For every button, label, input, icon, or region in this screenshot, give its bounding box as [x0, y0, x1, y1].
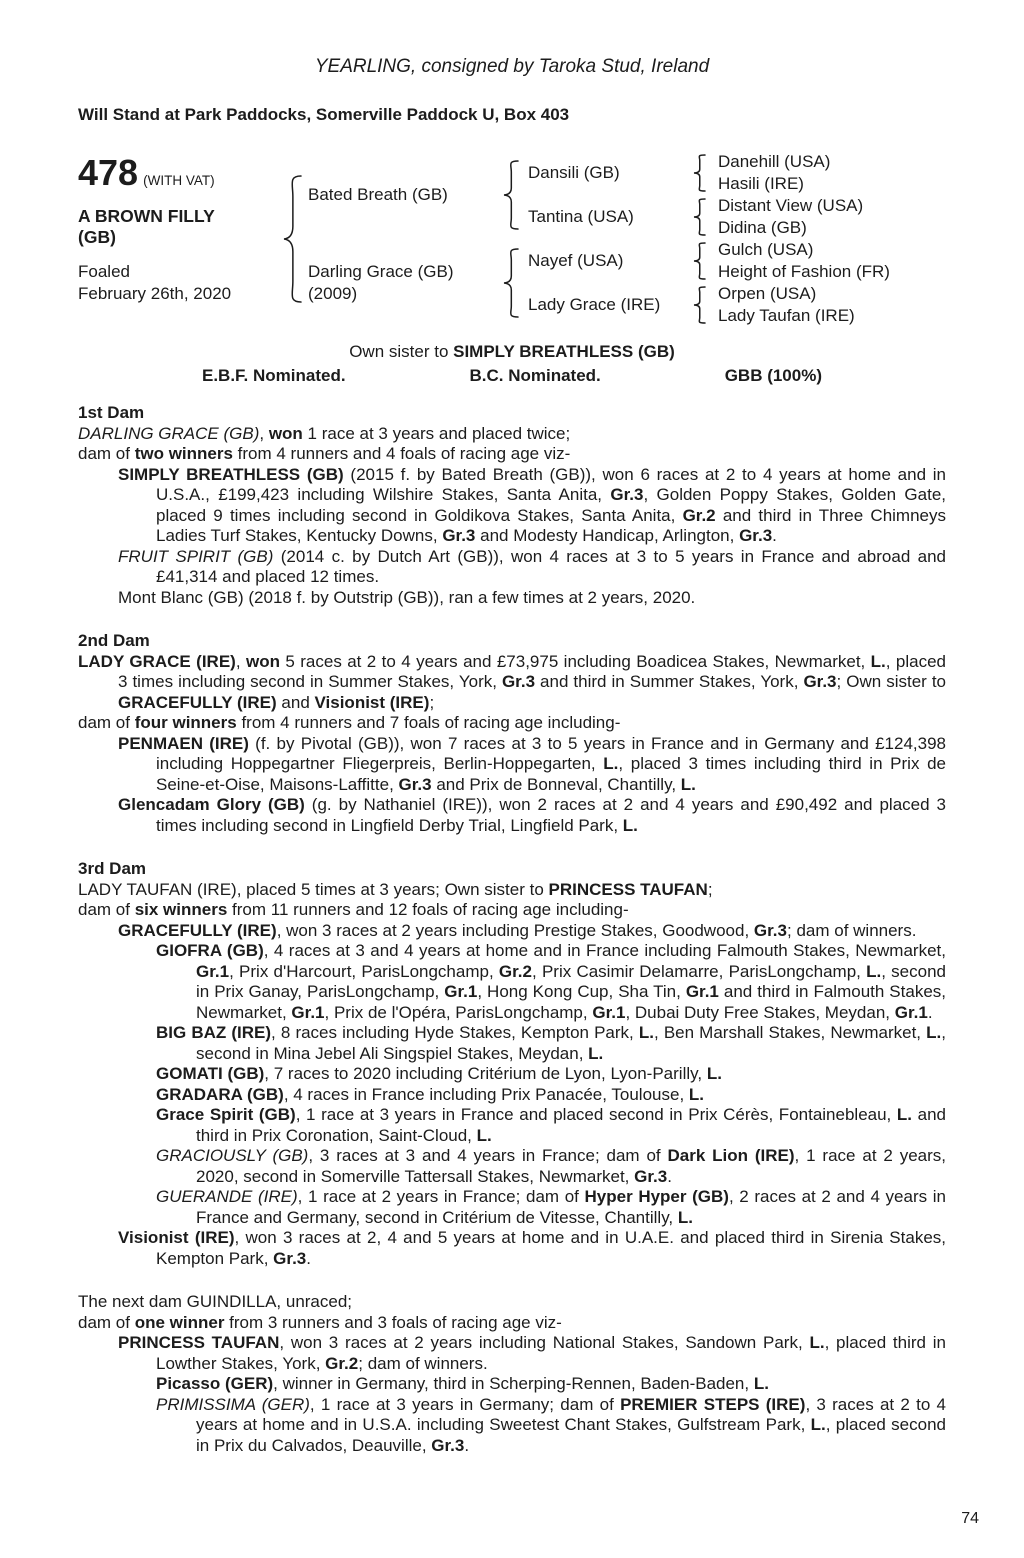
consignor-line: YEARLING, consigned by Taroka Stud, Ireland	[314, 56, 710, 77]
text-run: four winners	[134, 713, 237, 732]
text-run: and	[276, 692, 315, 712]
text-run: L.	[603, 754, 619, 773]
gg-sire-dam-dam: Didina (GB)	[718, 218, 807, 237]
text-run: , 1 race at 2 years, 2020, second in Somerville Tattersall Stakes, Newmarket,	[196, 1146, 946, 1186]
text-run: SIMPLY BREATHLESS (GB)	[453, 342, 675, 361]
text-run: BIG BAZ (IRE)	[156, 1023, 272, 1042]
catalogue-paragraph	[78, 880, 946, 901]
text-run: LADY TAUFAN (IRE), placed 5 times at 3 years; Own sister to	[78, 879, 549, 899]
text-run: and Modesty Handicap, Arlington,	[475, 526, 740, 545]
dam-name-text: Darling Grace (GB)	[308, 262, 454, 281]
text-run: PRINCESS TAUFAN	[548, 879, 708, 899]
catalogue-paragraph	[78, 652, 946, 714]
text-run: and Prix de Bonneval, Chantilly,	[431, 774, 681, 794]
sire-sire-name: Dansili (GB)	[528, 163, 620, 182]
catalogue-paragraph	[78, 547, 946, 588]
catalogue-paragraph	[78, 1023, 946, 1064]
text-run: ,	[259, 423, 269, 443]
text-run: SIMPLY BREATHLESS (GB)	[118, 464, 344, 484]
text-run: won	[245, 651, 280, 671]
text-run: .	[927, 1002, 933, 1022]
lot-info-block	[78, 151, 283, 327]
page-number: 74	[961, 1510, 979, 1527]
vat-note: (WITH VAT)	[143, 173, 215, 188]
lot-description-line2: (GB)	[78, 227, 116, 247]
lot-description-line1: A BROWN FILLY	[78, 206, 215, 226]
text-run: dam of	[78, 1312, 135, 1332]
pedigree-chart	[78, 151, 946, 327]
catalogue-paragraph	[78, 941, 946, 1023]
text-run: from 4 runners and 7 foals of racing age including-	[236, 713, 621, 732]
text-run: .	[667, 1166, 672, 1186]
text-run: Gr.3	[610, 485, 644, 504]
catalogue-paragraph	[78, 424, 946, 445]
pedigree-brace-ds	[693, 239, 718, 283]
text-run: , Golden Poppy Stakes, Golden Gate, placed 9 times including second in Goldikova Stakes, Santa Anita,	[156, 485, 946, 525]
catalogue-paragraph	[78, 900, 946, 921]
text-run: Glencadam Glory (GB)	[118, 795, 305, 814]
text-run: , placed second in Prix du Calvados, Deauville,	[196, 1415, 946, 1455]
text-run: Gr.3	[442, 526, 476, 545]
catalogue-paragraph	[78, 795, 946, 836]
text-run: , 4 races at 3 and 4 years at home and in France including Falmouth Stakes, Newmarket,	[263, 941, 946, 960]
text-run: Gr.1	[685, 982, 719, 1001]
text-run: PRIMISSIMA (GER)	[156, 1394, 310, 1414]
text-run: , Prix Casimir Delamarre, ParisLongchamp,	[532, 961, 867, 981]
catalogue-paragraph	[78, 1292, 946, 1313]
text-run: GOMATI (GB)	[156, 1064, 265, 1083]
dam-dam-name: Lady Grace (IRE)	[528, 295, 661, 314]
text-run: Gr.1	[444, 982, 478, 1001]
sire-dam-name: Tantina (USA)	[528, 207, 634, 226]
text-run: Gr.3	[501, 672, 536, 691]
bc-nominated: B.C. Nominated.	[469, 366, 601, 385]
text-run: one winner	[134, 1312, 225, 1332]
text-run: GRACEFULLY (IRE)	[118, 692, 277, 712]
text-run: , won 3 races at 2 years including Prestige Stakes, Goodwood,	[276, 920, 754, 940]
text-run: L.	[753, 1374, 769, 1393]
text-run: Gr.3	[431, 1435, 465, 1455]
lot-number-row	[78, 152, 283, 193]
catalogue-paragraph	[78, 1105, 946, 1146]
text-run: , 3 races at 2 to 4 years at home and in U.S.A. including Sweetest Chant Stakes, Gulfstream Park,	[196, 1394, 946, 1434]
text-run: , 3 races at 3 and 4 years in France; dam of	[308, 1146, 668, 1165]
text-run: L.	[588, 1043, 604, 1063]
text-run: , Ben Marshall Stakes, Newmarket,	[653, 1023, 927, 1042]
text-run: , Hong Kong Cup, Sha Tin,	[477, 982, 686, 1001]
dam-year: (2009)	[308, 284, 358, 303]
text-run: and third in Summer Stakes, York,	[535, 672, 804, 691]
text-run: .	[464, 1435, 470, 1455]
text-run: Mont Blanc (GB) (2018 f. by Outstrip (GB)), ran a few times at 2 years, 2020.	[118, 587, 696, 607]
text-run: 5 races at 2 to 4 years and £73,975 including Boadicea Stakes, Newmarket,	[279, 651, 871, 671]
text-run: L.	[809, 1333, 825, 1352]
text-run: Gr.3	[803, 672, 837, 691]
catalogue-paragraph	[78, 1085, 946, 1106]
pedigree-section	[78, 1292, 946, 1456]
catalogue-paragraph	[78, 1228, 946, 1269]
text-run: six winners	[134, 900, 228, 919]
text-run: ,	[235, 651, 246, 671]
foaled-label: Foaled	[78, 262, 130, 281]
text-run: 1 race at 3 years and placed twice;	[302, 423, 571, 443]
text-run: FRUIT SPIRIT (GB)	[118, 546, 274, 566]
catalogue-paragraph	[78, 921, 946, 942]
pedigree-brace-sd	[693, 195, 718, 239]
dam-sire-name: Nayef (USA)	[528, 251, 624, 270]
text-run: , 4 races in France including Prix Panacée, Toulouse,	[283, 1084, 689, 1104]
text-run: L.	[810, 1415, 826, 1434]
catalogue-paragraph	[78, 1064, 946, 1085]
text-run: Gr.1	[592, 1002, 626, 1022]
text-run: , Prix d'Harcourt, ParisLongchamp,	[229, 961, 499, 981]
pedigree-brace-dd	[693, 283, 718, 327]
text-run: Visionist (IRE)	[118, 1228, 235, 1247]
text-run: and third in Falmouth Stakes, Newmarket,	[196, 982, 946, 1022]
text-run: L.	[688, 1084, 704, 1104]
ebf-nominated: E.B.F. Nominated.	[202, 366, 346, 385]
text-run: PENMAEN (IRE)	[118, 733, 249, 753]
text-run: , 8 races including Hyde Stakes, Kempton Park,	[271, 1023, 639, 1042]
text-run: , won 3 races at 2, 4 and 5 years at home and in U.A.E. and placed third in Sirenia Stakes, Kempton Park,	[156, 1228, 946, 1268]
text-run: , placed third in Lowther Stakes, York,	[156, 1333, 946, 1373]
text-run: , second in Mina Jebel Ali Singspiel Stakes, Meydan,	[196, 1023, 946, 1063]
gg-dam-dam-sire: Orpen (USA)	[718, 284, 817, 303]
text-run: , won 3 races at 2 years including National Stakes, Sandown Park,	[279, 1333, 810, 1352]
text-run: L.	[476, 1125, 492, 1145]
nominations-line	[202, 365, 822, 386]
gbb-note: GBB (100%)	[724, 366, 822, 385]
pedigree-brace-sire-parents	[503, 151, 528, 239]
text-run: GRADARA (GB)	[156, 1084, 284, 1104]
text-run: .	[306, 1248, 311, 1268]
text-run: GUERANDE (IRE)	[156, 1187, 298, 1206]
lot-number: 478	[78, 152, 139, 193]
section-heading: 1st Dam	[78, 403, 145, 422]
catalogue-paragraph	[78, 465, 946, 547]
text-run: (2015 f. by Bated Breath (GB)), won 6 races at 2 to 4 years at home and in U.S.A., £199,423 including Wilshire Stakes, Santa Anita,	[156, 464, 946, 504]
text-run: L.	[622, 815, 638, 835]
text-run: The next dam GUINDILLA, unraced;	[78, 1292, 353, 1311]
gg-sire-dam-sire: Distant View (USA)	[718, 196, 864, 215]
text-run: L.	[706, 1064, 722, 1083]
text-run: GIOFRA (GB)	[156, 941, 264, 960]
text-run: dam of	[78, 713, 135, 732]
text-run: (f. by Pivotal (GB)), won 7 races at 3 to 5 years in France and in Germany and £124,398 including Hoppegartner Fliegerpreis, Berlin-Hoppegarten,	[156, 733, 946, 773]
catalogue-paragraph	[78, 1395, 946, 1457]
dam-name	[308, 239, 503, 327]
text-run: Gr.3	[398, 774, 432, 794]
text-run: L.	[896, 1105, 913, 1124]
gg-dam-sire-sire: Gulch (USA)	[718, 240, 814, 259]
text-run: Gr.2	[682, 505, 716, 525]
sire-name: Bated Breath (GB)	[308, 185, 448, 204]
text-run: ; dam of winners.	[358, 1353, 488, 1373]
pedigree-section	[78, 403, 946, 608]
catalogue-paragraph	[78, 1146, 946, 1187]
text-run: L.	[870, 651, 886, 671]
pedigree-brace-ss	[693, 151, 718, 195]
text-run: L.	[638, 1023, 654, 1042]
text-run: Gr.2	[325, 1353, 359, 1373]
text-run: , placed 3 times including second in Summer Stakes, York,	[118, 651, 947, 691]
text-run: (g. by Nathaniel (IRE)), won 2 races at 2 and 4 years and £90,492 and placed 3 times including second in Lingfield Derby Trial, Lingfield Park,	[156, 795, 946, 835]
text-run: , 1 race at 3 years in Germany; dam of	[309, 1394, 621, 1414]
text-run: L.	[866, 961, 882, 981]
text-run: LADY GRACE (IRE)	[78, 651, 236, 671]
text-run: Gr.3	[273, 1248, 307, 1268]
text-run: , Dubai Duty Free Stakes, Meydan,	[625, 1002, 895, 1022]
text-run: PREMIER STEPS (IRE)	[620, 1394, 806, 1414]
text-run: , 1 race at 3 years in France and placed second in Prix Cérès, Fontainebleau,	[295, 1105, 897, 1124]
text-run: , 2 races at 2 and 4 years in France and Germany, second in Critérium de Vitesse, Chantilly,	[196, 1187, 946, 1227]
text-run: Hyper Hyper (GB)	[584, 1187, 729, 1206]
text-run: Gr.1	[291, 1002, 325, 1022]
text-run: GRACIOUSLY (GB)	[156, 1146, 309, 1165]
gg-sire-sire-dam: Hasili (IRE)	[718, 174, 804, 193]
own-sister-line	[78, 341, 946, 362]
text-run: dam of	[78, 444, 135, 463]
pedigree-section	[78, 859, 946, 1269]
text-run: (2014 c. by Dutch Art (GB)), won 4 races at 3 to 5 years in France and abroad and £41,314 and placed 12 times.	[156, 546, 946, 586]
text-run: GRACEFULLY (IRE)	[118, 920, 277, 940]
stand-location-line: Will Stand at Park Paddocks, Somerville Paddock U, Box 403	[78, 105, 570, 124]
gg-sire-sire-sire: Danehill (USA)	[718, 152, 831, 171]
text-run: .	[772, 526, 777, 545]
pedigree-brace-parents	[283, 151, 308, 327]
text-run: Gr.2	[498, 961, 532, 981]
foaled-date: February 26th, 2020	[78, 284, 232, 303]
text-run: Gr.3	[753, 920, 787, 940]
text-run: Own sister to	[349, 342, 454, 361]
text-run: Visionist (IRE)	[314, 692, 430, 712]
pedigree-section	[78, 631, 946, 836]
gg-dam-dam-dam: Lady Taufan (IRE)	[718, 306, 855, 325]
pedigree-brace-dam-parents	[503, 239, 528, 327]
text-run: ;	[707, 879, 713, 899]
section-heading: 3rd Dam	[78, 859, 147, 878]
text-run: ;	[429, 692, 435, 712]
text-run: , 7 races to 2020 including Critérium de Lyon, Lyon-Parilly,	[264, 1064, 707, 1083]
catalogue-paragraph	[78, 1333, 946, 1374]
text-run: Gr.1	[894, 1002, 928, 1022]
text-run: ; dam of winners.	[787, 920, 917, 940]
catalogue-paragraph	[78, 588, 946, 609]
text-run: from 4 runners and 4 foals of racing age viz-	[232, 444, 571, 463]
text-run: Gr.3	[634, 1166, 668, 1186]
text-run: , winner in Germany, third in Scherping-Rennen, Baden-Baden,	[273, 1374, 754, 1393]
catalogue-paragraph	[78, 1313, 946, 1334]
text-run: L.	[926, 1023, 942, 1042]
catalogue-paragraph	[78, 1187, 946, 1228]
text-run: DARLING GRACE (GB)	[78, 423, 260, 443]
gg-dam-sire-dam: Height of Fashion (FR)	[718, 262, 890, 281]
catalogue-paragraph	[78, 713, 946, 734]
text-run: dam of	[78, 900, 135, 919]
text-run: Grace Spirit (GB)	[156, 1105, 296, 1124]
text-run: , Prix de l'Opéra, ParisLongchamp,	[324, 1002, 593, 1022]
text-run: from 11 runners and 12 foals of racing age including-	[227, 900, 629, 919]
section-heading: 2nd Dam	[78, 631, 150, 650]
text-run: ; Own sister to	[836, 672, 946, 691]
text-run: L.	[680, 774, 696, 794]
text-run: Picasso (GER)	[156, 1374, 274, 1393]
foaled-block	[78, 261, 283, 305]
catalogue-body	[78, 403, 946, 1456]
text-run: , second in Prix Ganay, ParisLongchamp,	[196, 961, 946, 1001]
text-run: and third in Three Chimneys Ladies Turf Stakes, Kentucky Downs,	[156, 505, 946, 545]
text-run: Dark Lion (IRE)	[667, 1146, 795, 1165]
text-run: Gr.1	[196, 961, 230, 981]
text-run: , placed 3 times including third in Prix de Seine-et-Oise, Maisons-Laffitte,	[156, 754, 946, 794]
text-run: two winners	[134, 444, 233, 463]
catalogue-paragraph	[78, 444, 946, 465]
text-run: and third in Prix Coronation, Saint-Cloud,	[196, 1105, 946, 1145]
text-run: , 1 race at 2 years in France; dam of	[297, 1187, 585, 1206]
catalogue-paragraph	[78, 734, 946, 796]
lot-description	[78, 206, 283, 248]
text-run: Gr.3	[739, 526, 773, 545]
text-run: from 3 runners and 3 foals of racing age viz-	[224, 1312, 562, 1332]
text-run: won	[268, 423, 303, 443]
text-run: L.	[677, 1207, 693, 1227]
text-run: PRINCESS TAUFAN	[118, 1333, 280, 1352]
catalogue-paragraph	[78, 1374, 946, 1395]
